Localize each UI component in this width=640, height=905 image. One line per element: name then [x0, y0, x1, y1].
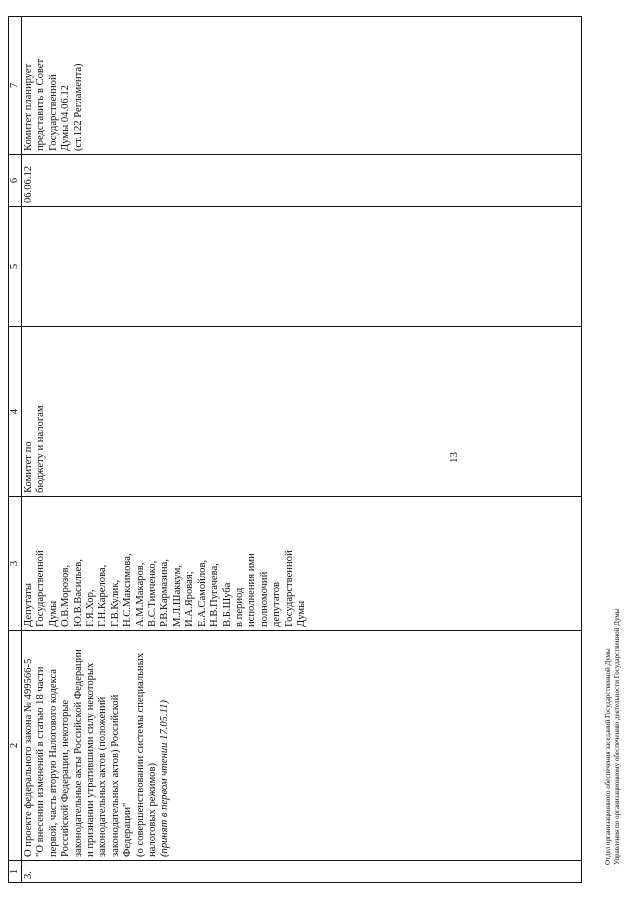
note-line: Думы 04.06.12: [60, 85, 72, 151]
bill-title-line: Федерации": [122, 802, 134, 857]
author-line: А.М.Макаров,: [134, 562, 146, 627]
author-line: Е.А.Самойлов,: [196, 559, 208, 627]
author-line: М.Л.Шаккум,: [171, 565, 183, 627]
bill-title-line: налоговых режимов): [147, 762, 159, 857]
col-header-7: 7: [9, 17, 22, 155]
author-line: Н.В.Пугачева,: [209, 563, 221, 627]
footer: [604, 609, 622, 865]
col-header-2: 2: [9, 631, 22, 861]
note-line: Комитет планирует: [23, 63, 34, 151]
author-line: О.В.Морозов,: [60, 564, 72, 627]
author-line: Г.Я.Хор,: [85, 589, 97, 627]
author-line: депутатов: [271, 581, 283, 627]
bill-title-line: Российской Федерации, некоторые: [60, 699, 72, 857]
bills-table: [8, 16, 582, 883]
authors-cell: [22, 497, 582, 631]
author-line: исполнения ими: [246, 553, 258, 627]
col-header-3: 3: [9, 497, 22, 631]
bill-title-line: законодательных актов) Российской: [109, 694, 121, 857]
footer-line: Отдел организационного обеспечения заседаний Государственной Думы: [604, 648, 612, 865]
col5-cell: [22, 207, 582, 327]
author-line: Ю.В.Васильев,: [72, 559, 84, 627]
bill-title-line: (о совершенствовании системы специальных: [134, 652, 146, 857]
table-row: [22, 17, 582, 883]
author-line: Депутаты: [23, 583, 34, 627]
page-number: 13: [448, 452, 460, 463]
author-line: Государственной: [283, 550, 295, 627]
col-header-6: 6: [9, 155, 22, 207]
author-line: И.А.Яровая;: [184, 571, 196, 627]
committee-line: Комитет по: [23, 441, 34, 493]
bill-title-line: первой, часть вторую Налогового кодекса: [47, 668, 59, 857]
note-cell: [22, 17, 582, 155]
col-header-5: 5: [9, 207, 22, 327]
bill-title-line: законодательных актов (положений: [97, 696, 109, 857]
date-cell: 06.06.12: [22, 155, 582, 207]
committee-cell: [22, 327, 582, 497]
note-line: представить в Совет: [35, 58, 47, 151]
author-line: Н.С.Максимова,: [122, 553, 134, 627]
bill-title: [22, 631, 582, 861]
author-line: Г.В.Кулик,: [109, 579, 121, 627]
note-line: Государственной: [47, 74, 59, 151]
col-header-4: 4: [9, 327, 22, 497]
author-line: Государственной: [35, 550, 47, 627]
author-line: Р.В.Кармазина,: [159, 559, 171, 627]
bill-title-line: О проекте федерального закона № 499566-5: [23, 658, 34, 857]
header-row: [9, 17, 22, 883]
author-line: Думы: [47, 600, 59, 627]
note-line: (ст.122 Регламента): [72, 63, 84, 151]
col-header-1: 1: [9, 861, 22, 883]
footer-line: Управления по организационному обеспечению деятельности Государственной Думы: [613, 608, 621, 865]
row-number: 3.: [22, 861, 582, 883]
author-line: полномочий: [258, 571, 270, 627]
bill-title-line: законодательные акты Российской Федерации: [72, 649, 84, 857]
author-line: В.С.Тимченко,: [147, 560, 159, 627]
bill-title-line: и признании утратившими силу некоторых: [85, 662, 97, 857]
first-reading-note: (принят в первом чтении 17.05.11): [159, 700, 171, 857]
author-line: Г.Н.Карелова,: [97, 564, 109, 627]
author-line: в период: [233, 587, 245, 627]
bill-title-line: "О внесении изменений в статью 18 части: [35, 666, 47, 857]
committee-line: бюджету и налогам: [35, 405, 47, 493]
author-line: Думы: [295, 600, 307, 627]
author-line: В.Б.Шуба: [221, 582, 233, 627]
